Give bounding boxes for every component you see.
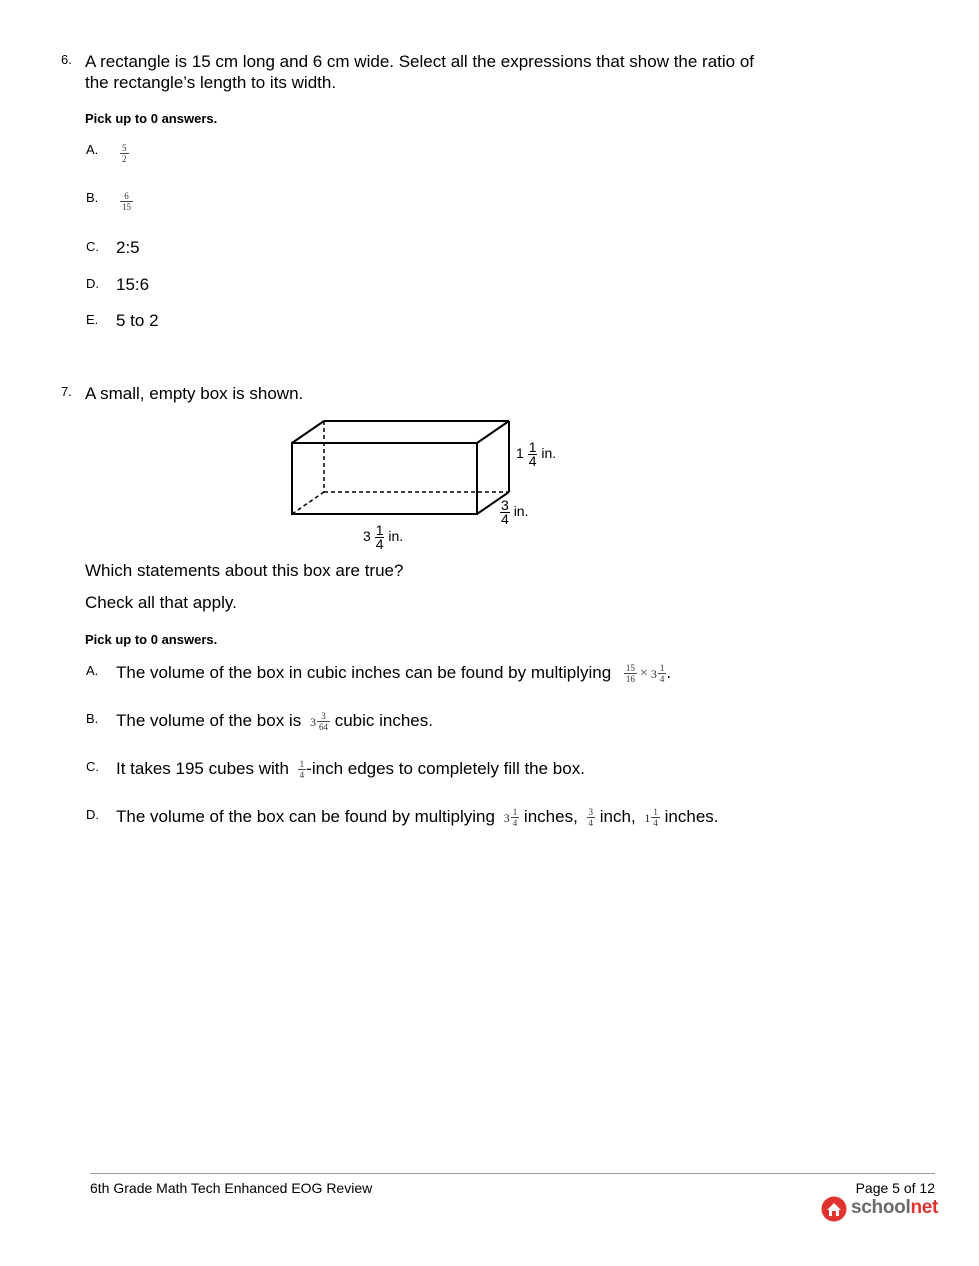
option-text-segment: The volume of the box is [116, 711, 302, 730]
hidden-edge [292, 492, 324, 514]
fraction-numerator: 1 [659, 663, 665, 674]
logo-text-net: net [910, 1197, 939, 1218]
label-whole: 1 [516, 445, 524, 462]
fraction-denominator: 4 [512, 818, 518, 829]
option-text-segment: cubic inches. [334, 711, 433, 730]
pick-instruction: Pick up to 0 answers. [85, 632, 218, 647]
fraction [587, 807, 596, 828]
option-text [116, 710, 433, 733]
label-fraction [528, 441, 538, 468]
fraction [511, 807, 520, 828]
fraction [120, 191, 133, 212]
option-text-segment: inches. [664, 807, 719, 826]
page-number: Page 5 of 12 [855, 1180, 935, 1196]
option-text-segment: . [666, 663, 672, 682]
option-letter: C. [86, 239, 99, 254]
box-front-face [292, 443, 477, 514]
fraction-numerator: 3 [588, 807, 594, 818]
logo-text [851, 1197, 938, 1219]
answer-option-a[interactable] [86, 141, 127, 164]
house-icon [821, 1196, 847, 1222]
option-letter: B. [86, 190, 99, 205]
fraction-denominator: 4 [375, 536, 384, 552]
option-text-segment: inch, [599, 807, 636, 826]
answer-option-d[interactable] [86, 806, 719, 829]
fraction-denominator: 4 [501, 511, 509, 527]
fraction-numerator: 1 [512, 807, 518, 818]
length-label [363, 524, 403, 551]
fraction-denominator: 64 [318, 722, 328, 733]
logo-text-school: school [851, 1197, 911, 1218]
fraction-denominator: 2 [122, 154, 127, 164]
option-text: 5 to 2 [116, 311, 159, 330]
footer-divider [90, 1173, 935, 1174]
height-label [516, 441, 556, 468]
option-letter: A. [86, 663, 99, 678]
question-text-line: A rectangle is 15 cm long and 6 cm wide. Select all the expressions that show the ratio of [85, 52, 755, 71]
fraction-numerator: 1 [528, 439, 537, 455]
fraction-denominator: 4 [528, 453, 537, 469]
option-text [116, 758, 585, 780]
option-text-segment: The volume of the box in cubic inches can be found by multiplying [116, 663, 612, 682]
question-text: A small, empty box is shown. [85, 384, 304, 403]
fraction-numerator: 15 [625, 663, 635, 674]
label-unit: in. [513, 503, 529, 520]
mixed-whole: 3 [503, 810, 510, 825]
label-fraction [500, 499, 510, 526]
option-text [116, 662, 671, 685]
fraction-denominator: 15 [122, 202, 131, 212]
question-text [85, 51, 754, 93]
fraction-denominator: 4 [588, 818, 594, 829]
box-figure [280, 415, 580, 555]
option-text-segment: inches, [523, 807, 578, 826]
fraction [651, 807, 660, 828]
fraction-numerator: 1 [375, 522, 384, 538]
fraction-denominator: 16 [625, 674, 635, 685]
option-letter: B. [86, 711, 99, 726]
answer-option-a[interactable] [86, 662, 672, 685]
footer-title: 6th Grade Math Tech Enhanced EOG Review [90, 1180, 373, 1196]
fraction [624, 663, 637, 684]
fraction [120, 143, 129, 164]
depth-label [500, 499, 528, 526]
question-prompt: Check all that apply. [85, 593, 237, 612]
option-letter: D. [86, 807, 99, 822]
question-prompt: Which statements about this box are true? [85, 561, 404, 580]
option-letter: A. [86, 142, 99, 157]
question-text-line: the rectangle’s length to its width. [85, 73, 337, 92]
option-text-segment: The volume of the box can be found by multiplying [116, 807, 495, 826]
option-letter: C. [86, 759, 99, 774]
label-fraction [375, 524, 385, 551]
answer-option-c[interactable] [86, 758, 585, 781]
option-text-segment: It takes 195 cubes with [116, 759, 289, 778]
label-whole: 3 [363, 528, 371, 545]
fraction [298, 759, 307, 780]
answer-option-b[interactable] [86, 189, 131, 212]
option-letter: E. [86, 312, 99, 327]
box-edge [477, 421, 509, 443]
fraction-numerator: 1 [653, 807, 658, 818]
option-text-segment: -inch edges to completely fill the box. [306, 759, 585, 778]
fraction-numerator: 3 [501, 497, 509, 513]
box-edge [292, 421, 324, 443]
label-unit: in. [388, 528, 404, 545]
fraction [317, 711, 330, 732]
pick-instruction: Pick up to 0 answers. [85, 111, 218, 126]
option-text: 2:5 [116, 238, 140, 257]
mixed-whole: 1 [644, 810, 651, 825]
fraction-denominator: 4 [653, 818, 658, 829]
option-text: 15:6 [116, 275, 150, 294]
box-diagram [280, 415, 580, 555]
mixed-whole: 3 [309, 714, 316, 729]
answer-option-d[interactable] [86, 275, 150, 294]
option-letter: D. [86, 276, 99, 291]
fraction-numerator: 6 [120, 191, 133, 202]
fraction-numerator: 3 [317, 711, 330, 722]
fraction-numerator: 5 [122, 143, 127, 153]
times-symbol: × [639, 665, 648, 681]
answer-option-e[interactable] [86, 311, 159, 330]
question-number: 7. [61, 384, 72, 399]
fraction-denominator: 4 [299, 770, 305, 781]
schoolnet-logo [821, 1196, 939, 1222]
option-text [116, 806, 719, 829]
question-number: 6. [61, 52, 72, 67]
label-unit: in. [541, 445, 557, 462]
answer-option-b[interactable] [86, 710, 433, 733]
fraction-numerator: 1 [299, 759, 305, 770]
answer-option-c[interactable] [86, 238, 140, 257]
fraction-denominator: 4 [659, 674, 665, 685]
mixed-whole: 3 [650, 666, 657, 681]
